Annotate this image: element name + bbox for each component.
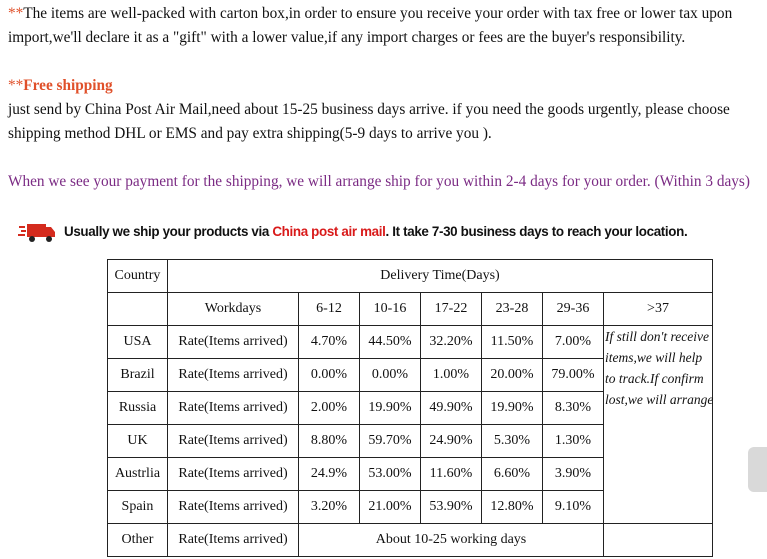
rate-label-cell: Rate(Items arrived) xyxy=(168,359,299,392)
rate-cell: 6.60% xyxy=(482,458,543,491)
range-header: 10-16 xyxy=(360,293,421,326)
rate-cell: 11.60% xyxy=(421,458,482,491)
rate-cell: 20.00% xyxy=(482,359,543,392)
rate-cell: 5.30% xyxy=(482,425,543,458)
intro-text: The items are well-packed with carton box,in order to ensure you receive your order with tax free or lower tax upon import,we'll declare it as a "gift" with a lower value,if any import charges or fees are the buyer's responsibility. xyxy=(8,5,733,46)
table-row-other xyxy=(108,524,713,557)
truck-icon xyxy=(18,222,56,244)
free-shipping-heading xyxy=(8,74,760,98)
rate-cell: 2.00% xyxy=(299,392,360,425)
rate-cell: 19.90% xyxy=(360,392,421,425)
rate-cell: 0.00% xyxy=(360,359,421,392)
rate-cell: 4.70% xyxy=(299,326,360,359)
rate-cell: 79.00% xyxy=(543,359,604,392)
notice-suffix: . It take 7-30 business days to reach your location. xyxy=(385,224,688,239)
country-cell: Other xyxy=(108,524,168,557)
country-cell: Brazil xyxy=(108,359,168,392)
payment-paragraph: When we see your payment for the shipping, we will arrange ship for you within 2-4 days for your order. (Within 3 days) xyxy=(8,173,750,190)
workdays-header: Workdays xyxy=(168,293,299,326)
rate-cell: 24.9% xyxy=(299,458,360,491)
rate-cell: 3.90% xyxy=(543,458,604,491)
free-shipping-title: Free shipping xyxy=(23,77,113,94)
rate-cell: 21.00% xyxy=(360,491,421,524)
rate-cell: 8.30% xyxy=(543,392,604,425)
shipping-paragraph: just send by China Post Air Mail,need about 15-25 business days arrive. if you need the goods urgently, please choose shipping method DHL or EMS and pay extra shipping(5-9 days to arrive you ). xyxy=(8,101,730,142)
rate-cell: 53.00% xyxy=(360,458,421,491)
table-header-row xyxy=(108,260,713,293)
rate-cell: 3.20% xyxy=(299,491,360,524)
rate-label-cell: Rate(Items arrived) xyxy=(168,491,299,524)
rate-cell: 32.20% xyxy=(421,326,482,359)
workdays-row xyxy=(108,293,713,326)
other-delivery-cell: About 10-25 working days xyxy=(299,524,604,557)
rate-cell: 11.50% xyxy=(482,326,543,359)
intro-paragraph xyxy=(8,2,760,50)
range-header: >37 xyxy=(604,293,713,326)
country-cell: Austrlia xyxy=(108,458,168,491)
rate-cell: 1.00% xyxy=(421,359,482,392)
tracking-note: If still don't receive items,we will help to track.If confirm lost,we will arrange xyxy=(605,329,714,407)
rate-cell: 59.70% xyxy=(360,425,421,458)
country-header: Country xyxy=(108,260,168,293)
country-cell: UK xyxy=(108,425,168,458)
rate-label-cell: Rate(Items arrived) xyxy=(168,326,299,359)
rate-cell: 12.80% xyxy=(482,491,543,524)
range-header: 29-36 xyxy=(543,293,604,326)
empty-cell xyxy=(604,524,713,557)
rate-label-cell: Rate(Items arrived) xyxy=(168,458,299,491)
scroll-handle[interactable] xyxy=(748,447,767,492)
rate-cell: 7.00% xyxy=(543,326,604,359)
rate-cell: 8.80% xyxy=(299,425,360,458)
rate-label-cell: Rate(Items arrived) xyxy=(168,524,299,557)
rate-cell: 9.10% xyxy=(543,491,604,524)
shipping-notice xyxy=(18,220,758,248)
rate-cell: 0.00% xyxy=(299,359,360,392)
rate-cell: 1.30% xyxy=(543,425,604,458)
notice-prefix: Usually we ship your products via xyxy=(64,224,273,239)
empty-cell xyxy=(108,293,168,326)
rate-cell: 49.90% xyxy=(421,392,482,425)
rate-label-cell: Rate(Items arrived) xyxy=(168,425,299,458)
rate-cell: 19.90% xyxy=(482,392,543,425)
intro-stars: ** xyxy=(8,5,24,22)
country-cell: Spain xyxy=(108,491,168,524)
delivery-time-header: Delivery Time(Days) xyxy=(168,260,713,293)
range-header: 23-28 xyxy=(482,293,543,326)
range-header: 17-22 xyxy=(421,293,482,326)
country-cell: USA xyxy=(108,326,168,359)
rate-cell: 44.50% xyxy=(360,326,421,359)
free-shipping-stars: ** xyxy=(8,77,24,94)
notice-highlight: China post air mail xyxy=(272,224,386,239)
country-cell: Russia xyxy=(108,392,168,425)
rate-cell: 24.90% xyxy=(421,425,482,458)
shipping-notice-text xyxy=(64,224,687,239)
rate-label-cell: Rate(Items arrived) xyxy=(168,392,299,425)
rate-cell: 53.90% xyxy=(421,491,482,524)
range-header: 6-12 xyxy=(299,293,360,326)
